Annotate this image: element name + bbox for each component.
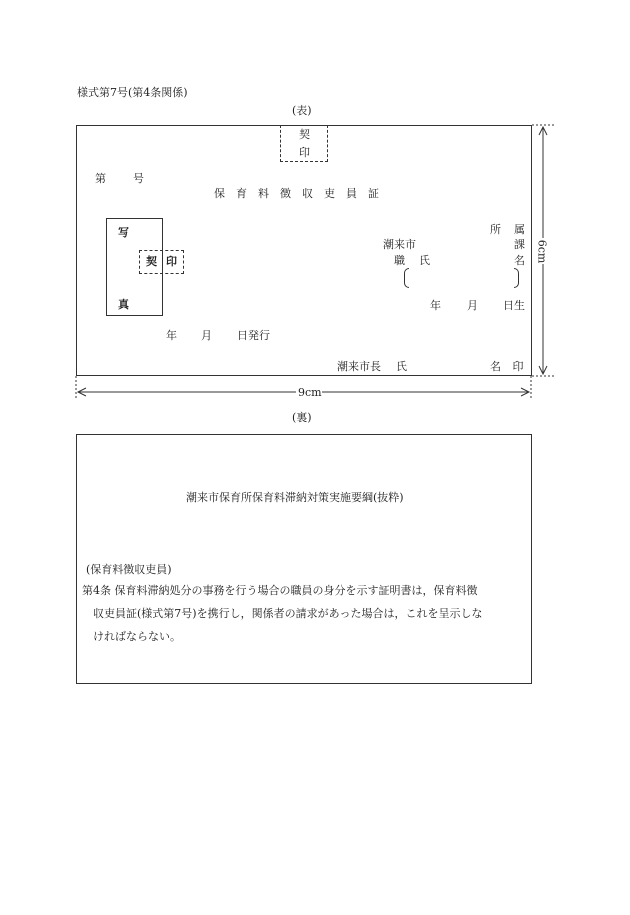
article-line-1: 第4条 保育料滞納処分の事務を行う場合の職員の身分を示す証明書は，保育料徴 [82, 584, 478, 597]
photo-label-top: 写 [118, 226, 129, 239]
mayor-name-seal: 名 印 [490, 360, 528, 373]
mayor-title: 潮来市長 [337, 360, 381, 373]
height-dimension: 6cm [535, 239, 549, 264]
section-label: 課 [514, 238, 525, 251]
birth-day: 日生 [503, 299, 525, 312]
back-title: 潮来市保育所保育料滞納対策実施要綱(抜粋) [186, 491, 404, 504]
card-title: 保育料徴収吏員証 [214, 187, 390, 200]
form-label: 様式第7号(第4条関係) [77, 86, 188, 99]
seal-top-char-2: 印 [299, 146, 310, 159]
photo-seal-char-2: 印 [166, 255, 177, 268]
mayor-shi: 氏 [396, 360, 407, 373]
name-label: 名 [514, 254, 525, 267]
number-label-go: 号 [133, 172, 144, 185]
back-heading: (裏) [292, 411, 312, 424]
issue-year: 年 [166, 329, 177, 342]
birth-year: 年 [430, 299, 441, 312]
issue-month: 月 [201, 329, 212, 342]
birth-month: 月 [467, 299, 478, 312]
front-heading: (表) [292, 104, 312, 117]
city-label: 潮来市 [383, 238, 416, 251]
position-label-2: 氏 [419, 254, 430, 267]
section-heading: (保育料徴収吏員) [86, 563, 172, 576]
article-line-3: ければならない。 [93, 630, 181, 643]
number-label-dai: 第 [95, 172, 106, 185]
article-line-2: 収吏員証(様式第7号)を携行し，関係者の請求があった場合は，これを呈示しな [93, 607, 483, 620]
photo-label-bottom: 真 [118, 298, 129, 311]
position-label-1: 職 [394, 254, 405, 267]
width-dimension: 9cm [298, 386, 322, 399]
affiliation-label-1: 所 [490, 223, 501, 236]
seal-top-char-1: 契 [299, 128, 310, 141]
affiliation-label-2: 属 [514, 223, 525, 236]
photo-seal-char-1: 契 [146, 255, 157, 268]
issue-day: 日発行 [237, 329, 270, 342]
